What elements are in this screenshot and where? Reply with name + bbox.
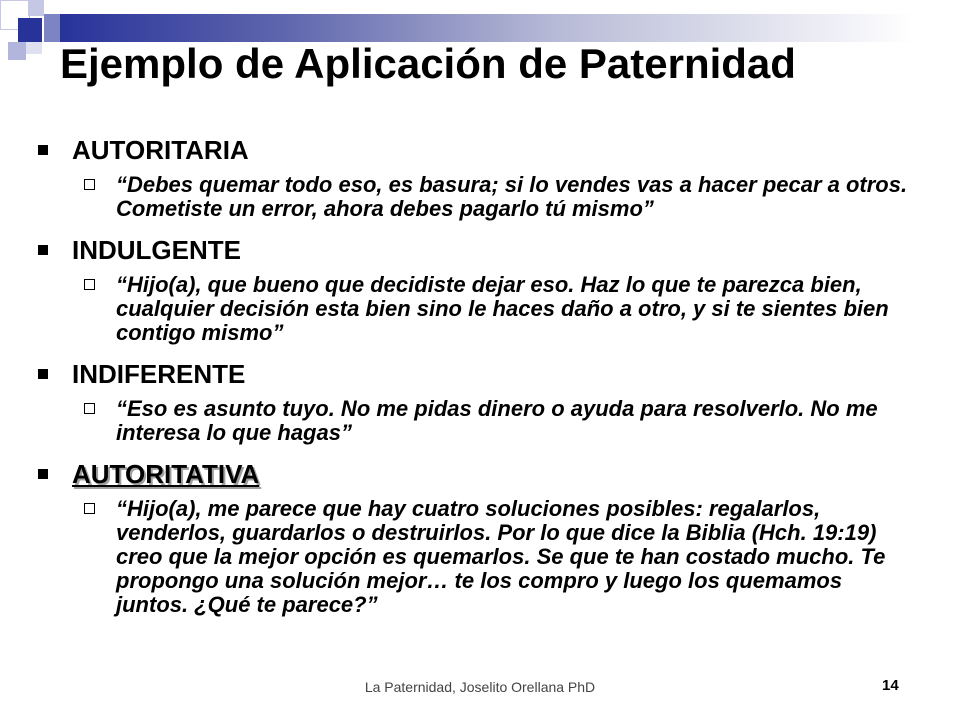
decor-square: [8, 42, 26, 60]
section-heading: [38, 357, 938, 391]
hollow-square-bullet-icon: [84, 403, 95, 414]
heading-label: AUTORITARIA: [72, 135, 249, 165]
heading-label: INDIFERENTE: [72, 359, 246, 389]
square-bullet-icon: [38, 469, 48, 479]
decor-square: [18, 18, 42, 42]
slide-footer: La Paternidad, Joselito Orellana PhD: [364, 679, 596, 695]
slide-title: Ejemplo de Aplicación de Paternidad: [60, 40, 796, 87]
section-heading: [38, 133, 938, 167]
heading-label: AUTORITATIVA: [72, 459, 260, 489]
heading-label: INDULGENTE: [72, 235, 241, 265]
quote-text: “Debes quemar todo eso, es basura; si lo vendes vas a hacer pecar a otros. Cometiste un error, ahora debes pagarlo tú mismo”: [116, 172, 908, 221]
slide-content: [38, 133, 938, 629]
square-bullet-icon: [38, 369, 48, 379]
section-quote: [38, 397, 938, 445]
section-heading: [38, 233, 938, 267]
square-bullet-icon: [38, 145, 48, 155]
section-autoritativa: [38, 457, 938, 617]
page-number: 14: [882, 677, 899, 694]
section-indiferente: [38, 357, 938, 445]
quote-text: “Hijo(a), que bueno que decidiste dejar eso. Haz lo que te parezca bien, cualquier decisión esta bien sino le haces daño a otro, y si te sientes bien contigo mismo”: [116, 272, 889, 345]
section-quote: [38, 173, 938, 221]
quote-text: “Hijo(a), me parece que hay cuatro soluciones posibles: regalarlos, venderlos, guardarlos o destruirlos. Por lo que dice la Biblia (Hch. 19:19) creo que la mejor opción es quemarlos. Se que te han costado mucho. Te propongo una solución mejor… te los compro y luego los quemamos juntos. ¿Qué te parece?”: [116, 496, 886, 617]
hollow-square-bullet-icon: [84, 179, 95, 190]
section-quote: [38, 273, 938, 345]
hollow-square-bullet-icon: [84, 279, 95, 290]
square-bullet-icon: [38, 245, 48, 255]
section-indulgente: [38, 233, 938, 345]
decor-square: [26, 42, 42, 54]
section-heading: [38, 457, 938, 491]
header-gradient-bar: [60, 14, 960, 42]
section-quote: [38, 497, 938, 617]
quote-text: “Eso es asunto tuyo. No me pidas dinero o ayuda para resolverlo. No me interesa lo que hagas”: [116, 396, 878, 445]
decor-square: [44, 14, 60, 42]
hollow-square-bullet-icon: [84, 503, 95, 514]
decor-square: [28, 0, 44, 16]
section-autoritaria: [38, 133, 938, 221]
